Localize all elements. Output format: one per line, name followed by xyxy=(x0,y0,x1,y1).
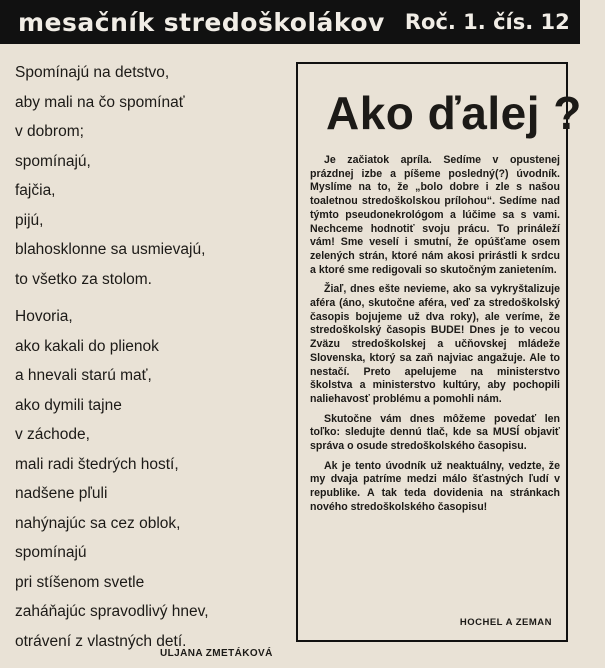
editorial-paragraph: Je začiatok apríla. Sedíme v opustenej prázdnej izbe a píšeme posledný(?) úvodník. Myslíme na to, že „bolo dobre i zle s našou toaletnou stredoškolskou prílohou“. Sedíme nad týmto pseudonekrológom a lúčime sa s vami. Nechceme hodnotiť svoju prácu. To prináleží vám! Sme veselí i smutní, že opúšťame osem zelených strán, ktoré nám akosi prirástli k srdcu a ktoré sme redigovali so skutočným zanietením. xyxy=(310,154,560,276)
poem-line: pijú, xyxy=(15,211,44,229)
editorial-body xyxy=(310,154,560,521)
poem-line: v dobrom; xyxy=(15,123,84,140)
poem-line: spomínajú xyxy=(15,544,87,561)
poem-line: ako kakali do plienok xyxy=(15,337,159,355)
editorial-paragraph: Žiaľ, dnes ešte nevieme, ako sa vykryštalizuje aféra (áno, skutočne aféra, veď za stredoškolský časopis bojujeme už dva roky), ale veríme, že stredoškolský časopis BUDE! Dnes je to vecou Zväzu stredoškolskej a učňovskej mládeže Slovenska, ktorý sa zaň najviac angažuje. Ale to nestačí. Preto apelujeme na ministerstvo školstva a ministerstvo kultúry, aby pochopili naliehavosť problému a pomohli nám. xyxy=(310,283,560,405)
stanza-gap xyxy=(15,294,285,302)
poem-line: ako dymili tajne xyxy=(15,396,122,414)
masthead-bar xyxy=(0,0,580,44)
masthead-issue: Roč. 1. čís. 12 xyxy=(404,10,570,34)
poem-line: fajčia, xyxy=(15,182,56,199)
editorial-paragraph: Skutočne vám dnes môžeme povedať len toľko: sledujte dennú tlač, kde sa MUSÍ objaviť správa o osude stredoškolského časopisu. xyxy=(310,412,560,453)
poem-line: mali radi štedrých hostí, xyxy=(15,455,179,473)
poem-line: otrávení z vlastných detí. xyxy=(15,632,187,650)
poem-line: zaháňajúc spravodlivý hnev, xyxy=(15,603,209,620)
poem-line: pri stíšenom svetle xyxy=(15,573,145,591)
poem-line: spomínajú, xyxy=(15,152,91,170)
editorial-box xyxy=(296,62,582,642)
poem-line: nahýnajúc sa cez oblok, xyxy=(15,514,181,532)
masthead-title: mesačník stredoškolákov xyxy=(18,7,385,37)
poem-line: to všetko za stolom. xyxy=(15,270,152,288)
poem-author: ULJANA ZMETÁKOVÁ xyxy=(160,648,273,659)
poem-line: blahosklonne sa usmievajú, xyxy=(15,241,206,258)
poem-line: v záchode, xyxy=(15,426,90,443)
editorial-paragraph: Ak je tento úvodník už neaktuálny, vedzte, že my dvaja patríme medzi málo šťastných ľudí v republike. A tak teda dovidenia na stránkach nového stredoškolského časopisu! xyxy=(310,459,560,513)
poem-line: Spomínajú na detstvo, xyxy=(15,64,170,81)
editorial-headline: Ako ďalej ? xyxy=(326,87,582,139)
poem-line: a hnevali starú mať, xyxy=(15,367,152,384)
poem xyxy=(15,58,285,656)
poem-line: aby mali na čo spomínať xyxy=(15,93,185,111)
editorial-signature: HOCHEL A ZEMAN xyxy=(459,617,552,628)
poem-line: Hovoria, xyxy=(15,308,73,325)
poem-line: nadšene pľuli xyxy=(15,485,108,502)
